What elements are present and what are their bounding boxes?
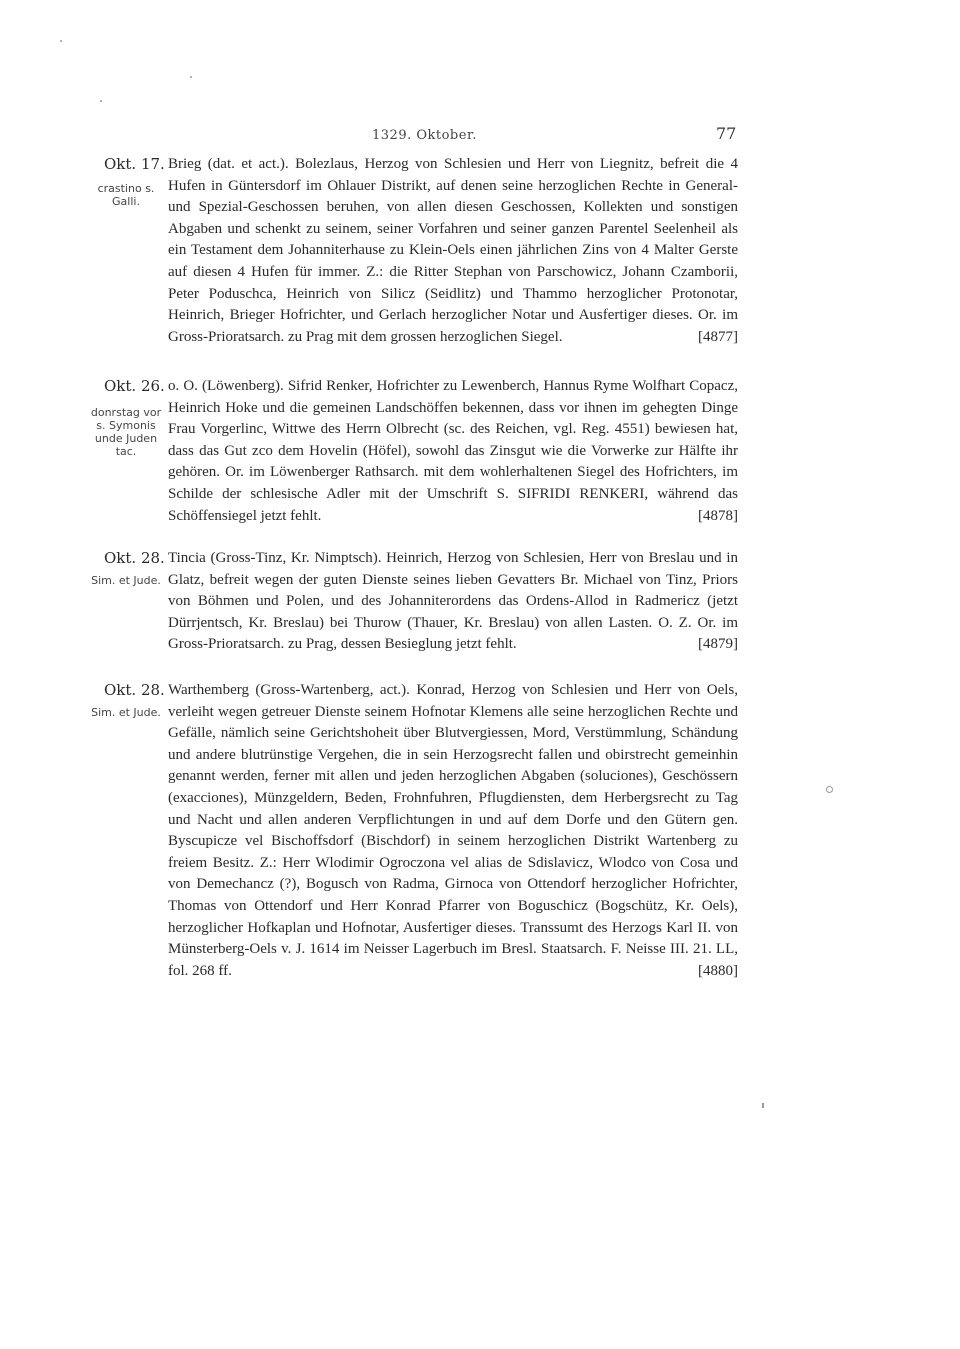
scan-speck [826,786,833,793]
scan-speck [762,1103,764,1108]
page-number: 77 [716,124,737,143]
entry-text [168,376,738,527]
entry-body: o. O. (Löwenberg). Sifrid Renker, Hofrichter zu Lewenberch, Hannus Ryme Wolfhart Copacz, Heinrich Hoke und die gemeinen Landschöffen bekennen, dass vor ihnen im gehegten Dinge Frau Vorgerlinc, Wittwe des Herrn Olbrecht (sc. des Reichen, vgl. Reg. 4551) bewiesen hat, dass das Gut zco dem Hovelin (Höfel), sowohl das Zinsgut wie die Vorwerke zur Hälfte ihr gehören. Or. im Löwenberger Rathsarch. mit dem wohlerhaltenen Siegel des Hofrichters, im Schilde der schlesische Adler mit der Umschrift S. SIFRIDI RENKERI, während das Schöffensiegel jetzt fehlt. [168,378,738,524]
entry-text [168,548,738,656]
page-header [0,124,960,148]
entry-date: Okt. 26. [104,377,165,395]
margin-note: donrstag vor s. Symonis unde Juden tac. [90,406,162,458]
register-number: [4879] [698,636,738,653]
scan-speck [100,100,102,102]
entry-body: Brieg (dat. et act.). Bolezlaus, Herzog von Schlesien und Herr von Liegnitz, befreit die 4 Hufen in Güntersdorf im Ohlauer Distrikt, auf denen seine herzoglichen Rechte in General- und Spezial-Geschossen beruhen, von allen diesen Geschossen, Kollekten und sonstigen Abgaben und schenkt zu seinem, seiner Vorfahren und seiner ganzen Parentel Seelenheil als ein Testament dem Johanniterhause zu Klein-Oels einen jährlichen Zins von 4 Malter Gerste auf diesen 4 Hufen für immer. Z.: die Ritter Stephan von Parschowicz, Johann Czamborii, Peter Poduschca, Heinrich von Silicz (Seidlitz) und Thammo herzoglicher Protonotar, Heinrich, Brieger Hofrichter, und Gerlach herzoglicher Notar und Ausfertiger dieses. Or. im Gross-Prioratsarch. zu Prag mit dem grossen herzoglichen Siegel. [168,156,738,345]
entry-text [168,680,738,982]
margin-note: crastino s. Galli. [97,182,155,208]
entry-date: Okt. 17. [104,155,165,173]
entry-body: Tincia (Gross-Tinz, Kr. Nimptsch). Heinrich, Herzog von Schlesien, Herr von Breslau und in Glatz, befreit wegen der guten Dienste seines lieben Gevatters Br. Michael von Tinz, Priors von Böhmen und Polen, und des Johanniterordens das Ordens-Allod in Radmericz (jetzt Dürrjentsch, Kr. Breslau) bei Thurow (Thauer, Kr. Breslau) von allen Lasten. O. Z. Or. im Gross-Prioratsarch. zu Prag, dessen Besieglung jetzt fehlt. [168,550,738,653]
entry-body: Warthemberg (Gross-Wartenberg, act.). Konrad, Herzog von Schlesien und Herr von Oels, verleiht wegen getreuer Dienste seinem Hofnotar Klemens alle seine herzoglichen Rechte und Gefälle, nämlich seine Gerichtshoheit über Blutvergiessen, Mord, Verstümmlung, Schändung und andere blutrünstige Vergehen, die in sein Herzogsrecht fallen und obirstrecht gemeinhin genannt werden, ferner mit allen und jeden herzoglichen Abgaben (soluciones), Geschössern (exacciones), Münzgeldern, Beden, Frohnfuhren, Pflugdiensten, dem Herbergsrecht zu Tag und Nacht und allen anderen Verpflichtungen in und auf dem Dorfe und den Gütern gen. Byscupicze vel Bischoffsdorf (Bischdorf) in seinem herzoglichen Distrikt Wartenberg zu freiem Besitz. Z.: Herr Wlodimir Ogroczona vel alias de Sdislavicz, Wlodco von Cosa und von Demechancz (?), Bogusch von Radma, Girnoca von Ottendorf herzoglicher Hofrichter, Thomas von Ottendorf und Herr Konrad Pfarrer von Boguschicz (Bogschütz, Kr. Oels), herzoglicher Hofkaplan und Hofnotar, Ausfertiger dieses. Transsumt des Herzogs Karl II. von Münsterberg-Oels v. J. 1614 im Neisser Lagerbuch im Bresl. Staatsarch. F. Neisse III. 21. LL, fol. 268 ff. [168,682,738,979]
running-title: 1329. Oktober. [372,128,477,143]
scan-speck [60,40,62,42]
entry-text [168,154,738,348]
entry-date: Okt. 28. [104,549,165,567]
register-number: [4880] [698,962,738,979]
scan-speck [190,76,192,78]
margin-note: Sim. et Jude. [91,706,161,719]
register-number: [4877] [698,328,738,345]
margin-note: Sim. et Jude. [91,574,161,587]
entry-date: Okt. 28. [104,681,165,699]
register-number: [4878] [698,507,738,524]
